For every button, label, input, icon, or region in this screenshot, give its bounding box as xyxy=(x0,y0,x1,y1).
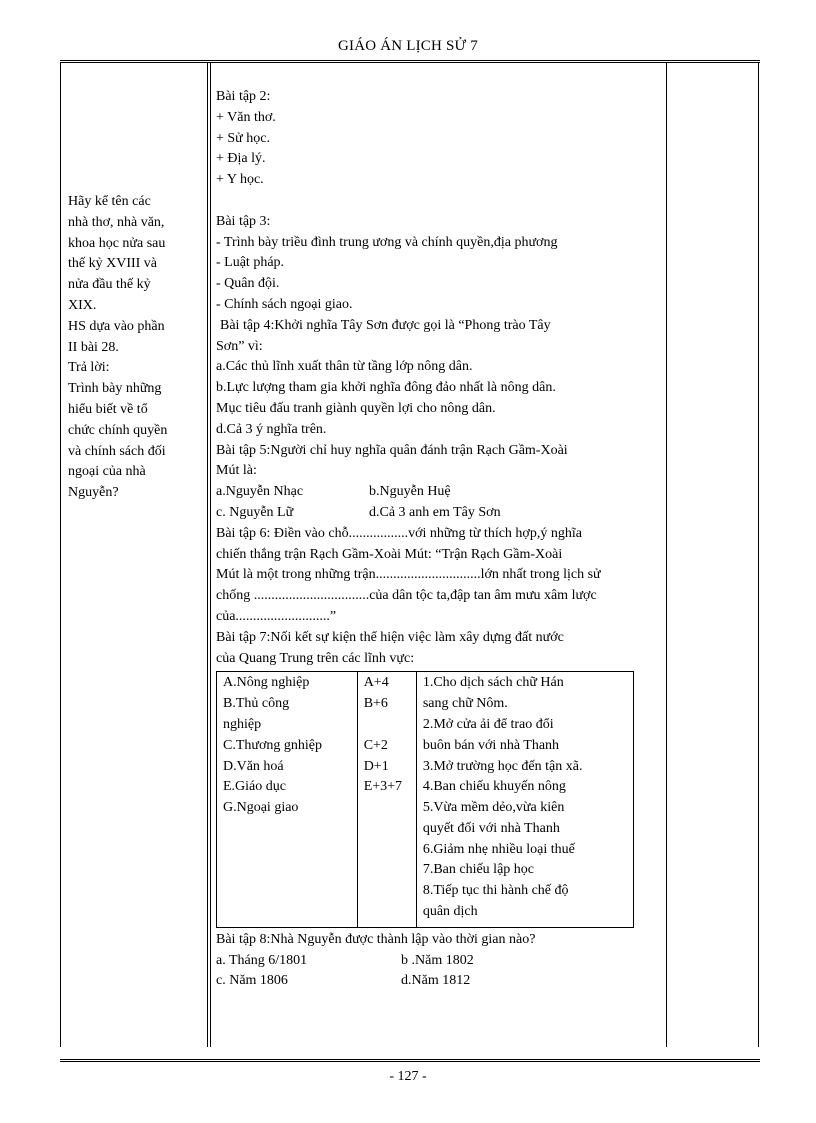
bt7-event: 1.Cho dịch sách chữ Hán xyxy=(422,675,564,691)
footer-rule-2 xyxy=(60,1061,760,1062)
bt7-field: D.Văn hoá xyxy=(223,758,284,774)
bt7-answer: B+6 xyxy=(363,696,388,712)
bt3-item: - Luật pháp. xyxy=(216,255,285,271)
bt7-answer: D+1 xyxy=(363,758,389,774)
bt7-event: quyết đối với nhà Thanh xyxy=(422,820,560,836)
left-line: hiểu biết về tổ xyxy=(68,401,148,417)
left-line: II bài 28. xyxy=(68,339,119,355)
bt6-line: Mút là một trong những trận..............................lớn nhất trong lịch sử xyxy=(216,567,601,583)
bt7-event: buôn bán với nhà Thanh xyxy=(422,737,560,753)
bt5-option-d: d.Cả 3 anh em Tây Sơn xyxy=(369,504,501,520)
bt8-option-b: b .Năm 1802 xyxy=(401,952,474,968)
table-border-col2-a xyxy=(207,62,208,1047)
bt5-option-c: c. Nguyễn Lữ xyxy=(216,504,294,520)
header-rule-1 xyxy=(60,60,760,61)
left-line: ngoại của nhà xyxy=(68,464,146,480)
bt7-event: 6.Giảm nhẹ nhiều loại thuế xyxy=(422,841,575,857)
bt7-field: C.Thương gnhiệp xyxy=(223,737,322,753)
bt7-field: G.Ngoại giao xyxy=(223,800,299,816)
bt8-options-row xyxy=(216,971,656,992)
bt5-question: Bài tập 5:Người chỉ huy nghĩa quân đánh trận Rạch Gầm-Xoài xyxy=(216,442,568,458)
bt4-question-cont: Sơn” vì: xyxy=(216,338,263,354)
bt7-field: B.Thủ công xyxy=(223,696,290,712)
bt7-matching-table xyxy=(216,671,634,928)
left-line: chức chính quyền xyxy=(68,422,168,438)
bt7-event: 7.Ban chiếu lập học xyxy=(422,862,534,878)
left-line: nhà thơ, nhà văn, xyxy=(68,214,165,230)
bt3-item: - Chính sách ngoại giao. xyxy=(216,296,353,312)
bt2-title: Bài tập 2: xyxy=(216,89,271,104)
page-header-title: GIÁO ÁN LỊCH SỬ 7 xyxy=(337,38,479,54)
left-line: thế kỷ XVIII và xyxy=(68,256,158,272)
left-line: XIX. xyxy=(68,297,97,313)
left-line: nửa đầu thế kỷ xyxy=(68,277,151,293)
page-number: - 127 - xyxy=(389,1069,427,1084)
bt7-events-cell xyxy=(416,672,633,928)
bt4-option-a: a.Các thủ lĩnh xuất thân từ tầng lớp nông dân. xyxy=(216,359,473,375)
bt7-event: quân dịch xyxy=(422,904,478,920)
bt4-option-b-cont: Mục tiêu đấu tranh giành quyền lợi cho nông dân. xyxy=(216,400,496,416)
bt4-option-b: b.Lực lượng tham gia khởi nghĩa đông đảo nhất là nông dân. xyxy=(216,380,556,396)
bt8-options-row xyxy=(216,951,656,972)
bt8-option-c: c. Năm 1806 xyxy=(216,973,288,989)
left-line: HS dựa vào phần xyxy=(68,318,165,334)
footer-rule-1 xyxy=(60,1059,760,1060)
bt5-option-b: b.Nguyễn Huệ xyxy=(369,484,451,500)
bt7-event: 3.Mở trường học đến tận xã. xyxy=(422,758,583,774)
bt7-field: E.Giáo dục xyxy=(223,779,286,795)
bt7-answer: C+2 xyxy=(363,737,388,753)
table-border-left xyxy=(60,62,61,1047)
bt7-field: nghiệp xyxy=(223,716,262,732)
bt7-answer-spacer xyxy=(364,715,410,736)
bt7-fields-cell xyxy=(217,672,358,928)
bt7-event: 8.Tiếp tục thi hành chế độ xyxy=(422,883,569,899)
header-rule-2 xyxy=(60,62,760,63)
table-border-col3 xyxy=(666,62,667,1047)
bt7-event: 4.Ban chiếu khuyến nông xyxy=(422,779,566,795)
bt4-option-d: d.Cả 3 ý nghĩa trên. xyxy=(216,421,327,437)
bt7-question: Bài tập 7:Nối kết sự kiện thể hiện việc làm xây dựng đất nước xyxy=(216,629,564,645)
left-line: Nguyễn? xyxy=(68,485,119,501)
bt2-item: + Y học. xyxy=(216,172,264,188)
bt2-item: + Địa lý. xyxy=(216,151,266,167)
table-border-col2-b xyxy=(210,62,211,1047)
bt7-event: sang chữ Nôm. xyxy=(422,696,508,712)
left-line: Trả lời: xyxy=(68,360,110,376)
bt8-option-d: d.Năm 1812 xyxy=(401,973,471,989)
bt7-answer: E+3+7 xyxy=(363,779,403,795)
left-line: khoa học nửa sau xyxy=(68,235,166,251)
bt6-line: của...........................” xyxy=(216,608,337,624)
bt7-answer: A+4 xyxy=(363,675,389,691)
bt6-line: chiến thắng trận Rạch Gầm-Xoài Mút: “Trận Rạch Gầm-Xoài xyxy=(216,546,563,562)
bt7-answers-cell xyxy=(357,672,416,928)
bt5-option-a: a.Nguyễn Nhạc xyxy=(216,484,304,500)
teacher-activity-column xyxy=(68,192,200,504)
bt5-options-row xyxy=(216,482,656,503)
left-line: Trình bày những xyxy=(68,381,162,397)
bt3-item: - Quân đội. xyxy=(216,276,280,292)
spacer xyxy=(216,191,656,212)
bt7-event: 5.Vừa mềm dẻo,vừa kiên xyxy=(422,800,565,816)
bt8-option-a: a. Tháng 6/1801 xyxy=(216,952,308,968)
bt5-options-row xyxy=(216,503,656,524)
bt8-question: Bài tập 8:Nhà Nguyễn được thành lập vào thời gian nào? xyxy=(216,931,536,947)
bt2-item: + Sử học. xyxy=(216,130,270,146)
bt7-field: A.Nông nghiệp xyxy=(223,675,310,691)
bt4-question: Bài tập 4:Khởi nghĩa Tây Sơn được gọi là “Phong trào Tây xyxy=(220,317,551,333)
bt7-event: 2.Mở cửa ải để trao đổi xyxy=(422,716,554,732)
bt3-title: Bài tập 3: xyxy=(216,213,271,229)
bt7-question-cont: của Quang Trung trên các lĩnh vực: xyxy=(216,650,415,666)
content-column xyxy=(216,87,656,992)
left-line: Hãy kể tên các xyxy=(68,194,151,209)
left-line: và chính sách đối xyxy=(68,443,166,459)
bt2-item: + Văn thơ. xyxy=(216,109,276,125)
bt3-item: - Trình bày triều đình trung ương và chính quyền,địa phương xyxy=(216,234,558,250)
bt6-line: chống .................................của dân tộc ta,đập tan âm mưu xâm lược xyxy=(216,588,597,604)
bt6-line: Bài tập 6: Điền vào chỗ.................với những từ thích hợp,ý nghĩa xyxy=(216,525,582,541)
table-border-right xyxy=(758,62,759,1047)
bt5-question-cont: Mút là: xyxy=(216,463,257,479)
